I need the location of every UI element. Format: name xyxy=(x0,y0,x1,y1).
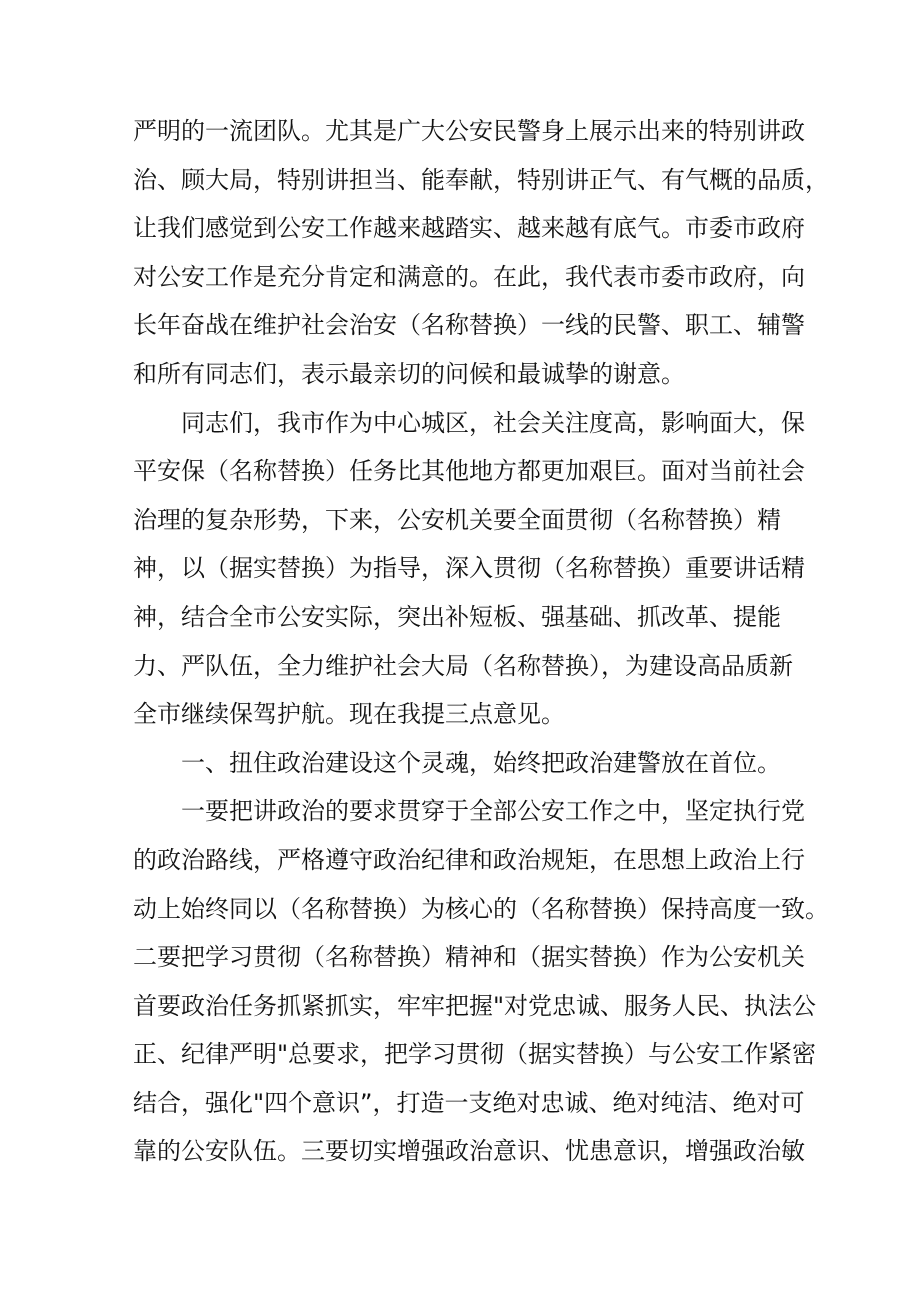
text-line: 治、顾大局，特别讲担当、能奉献，特别讲正气、有气概的品质， xyxy=(133,165,829,194)
text-line: 对公安工作是充分肯定和满意的。在此，我代表市委市政府，向 xyxy=(133,262,805,291)
text-line: 一要把讲政治的要求贯穿于全部公安工作之中，坚定执行党 xyxy=(133,797,805,826)
text-line: 神，结合全市公安实际，突出补短板、强基础、抓改革、提能 xyxy=(133,602,781,631)
text-line: 正、纪律严明"总要求，把学习贯彻（据实替换）与公安工作紧密 xyxy=(133,1040,817,1069)
body-text xyxy=(133,107,829,1176)
text-line: 靠的公安队伍。三要切实增强政治意识、忧患意识，增强政治敏 xyxy=(133,1137,805,1166)
text-line: 严明的一流团队。尤其是广大公安民警身上展示出来的特别讲政 xyxy=(133,117,805,145)
text-line: 力、严队伍，全力维护社会大局（名称替换），为建设高品质新 xyxy=(133,651,793,680)
text-line: 和所有同志们，表示最亲切的问候和最诚挚的谢意。 xyxy=(133,359,685,388)
text-line: 首要政治任务抓紧抓实，牢牢把握"对党忠诚、服务人民、执法公 xyxy=(133,991,817,1020)
text-line: 平安保（名称替换）任务比其他地方都更加艰巨。面对当前社会 xyxy=(133,457,805,486)
section-heading: 一、扭住政治建设这个灵魂，始终把政治建警放在首位。 xyxy=(133,748,781,777)
text-line: 同志们，我市作为中心城区，社会关注度高，影响面大，保 xyxy=(133,408,805,437)
text-line: 神，以（据实替换）为指导，深入贯彻（名称替换）重要讲话精 xyxy=(133,554,805,583)
text-line: 的政治路线，严格遵守政治纪律和政治规矩，在思想上政治上行 xyxy=(133,845,805,874)
text-line: 让我们感觉到公安工作越来越踏实、越来越有底气。市委市政府 xyxy=(133,214,805,243)
text-line: 动上始终同以（名称替换）为核心的（名称替换）保持高度一致。 xyxy=(133,894,829,923)
text-line: 长年奋战在维护社会治安（名称替换）一线的民警、职工、辅警 xyxy=(133,311,805,340)
text-line: 结合，强化"四个意识”，打造一支绝对忠诚、绝对纯洁、绝对可 xyxy=(133,1088,805,1117)
text-line: 二要把学习贯彻（名称替换）精神和（据实替换）作为公安机关 xyxy=(133,943,805,972)
text-line: 治理的复杂形势，下来，公安机关要全面贯彻（名称替换）精 xyxy=(133,505,781,534)
text-line: 全市继续保驾护航。现在我提三点意见。 xyxy=(133,700,565,729)
